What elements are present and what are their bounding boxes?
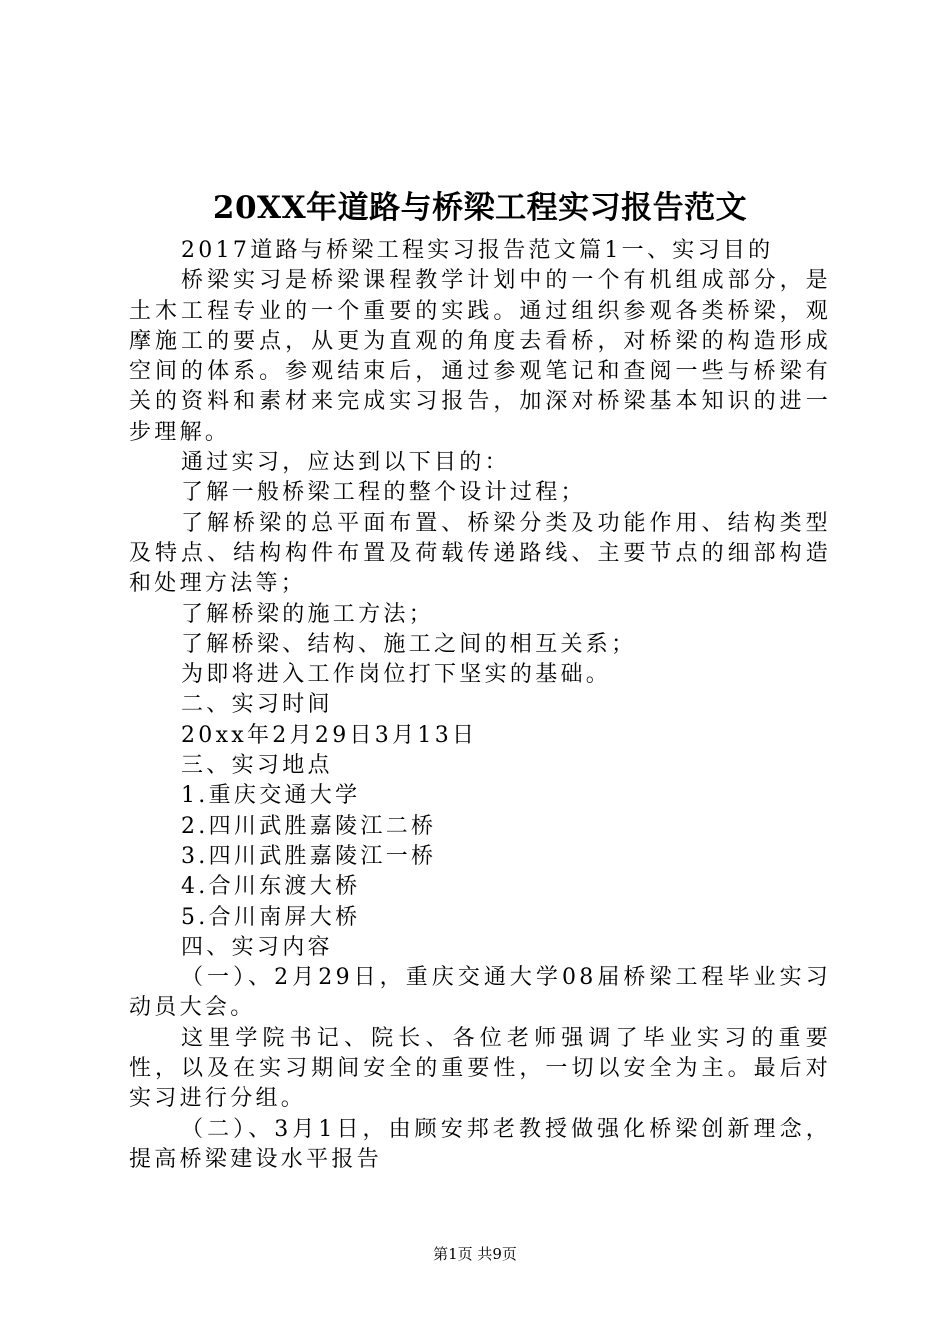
paragraph: 了解桥梁的施工方法； xyxy=(181,601,435,627)
paragraph: 这里学院书记、院长、各位老师强调了毕业实习的重要性，以及在实习期间安全的重要性，一切以安全为主。最后对实习进行分组。 xyxy=(129,1025,831,1112)
paragraph: 20xx年2月29日3月13日 xyxy=(181,722,478,748)
paragraph: 了解桥梁、结构、施工之间的相互关系； xyxy=(181,631,637,657)
section-heading: 三、实习地点 xyxy=(181,753,333,779)
list-item: 2.四川武胜嘉陵江二桥 xyxy=(181,813,437,839)
section-heading: 四、实习内容 xyxy=(181,934,333,960)
paragraph: 通过实习，应达到以下目的： xyxy=(181,450,510,476)
paragraph: 了解桥梁的总平面布置、桥梁分类及功能作用、结构类型及特点、结构构件布置及荷载传递路线、主要节点的细部构造和处理方法等； xyxy=(129,510,831,597)
document-page xyxy=(129,180,831,1175)
paragraph: 桥梁实习是桥梁课程教学计划中的一个有机组成部分，是土木工程专业的一个重要的实践。通过组织参观各类桥梁，观摩施工的要点，从更为直观的角度去看桥，对桥梁的构造形成空间的体系。参观结束后，通过参观笔记和查阅一些与桥梁有关的资料和素材来完成实习报告，加深对桥梁基本知识的进一步理解。 xyxy=(129,268,831,445)
paragraph: 2017道路与桥梁工程实习报告范文篇1一、实习目的 xyxy=(181,238,774,263)
paragraph: （一）、2月29日，重庆交通大学08届桥梁工程毕业实习动员大会。 xyxy=(129,965,831,1021)
page-footer: 第1页 共9页 xyxy=(433,1245,517,1263)
section-heading: 二、实习时间 xyxy=(181,692,333,718)
list-item: 3.四川武胜嘉陵江一桥 xyxy=(181,843,437,869)
paragraph: 为即将进入工作岗位打下坚实的基础。 xyxy=(181,662,612,688)
list-item: 5.合川南屏大桥 xyxy=(181,904,361,930)
paragraph: （二）、3月1日，由顾安邦老教授做强化桥梁创新理念，提高桥梁建设水平报告 xyxy=(129,1116,831,1172)
list-item: 4.合川东渡大桥 xyxy=(181,874,361,900)
document-body xyxy=(129,236,831,1175)
paragraph: 了解一般桥梁工程的整个设计过程； xyxy=(181,480,586,506)
document-title: 20XX年道路与桥梁工程实习报告范文 xyxy=(212,190,748,226)
list-item: 1.重庆交通大学 xyxy=(181,783,361,809)
